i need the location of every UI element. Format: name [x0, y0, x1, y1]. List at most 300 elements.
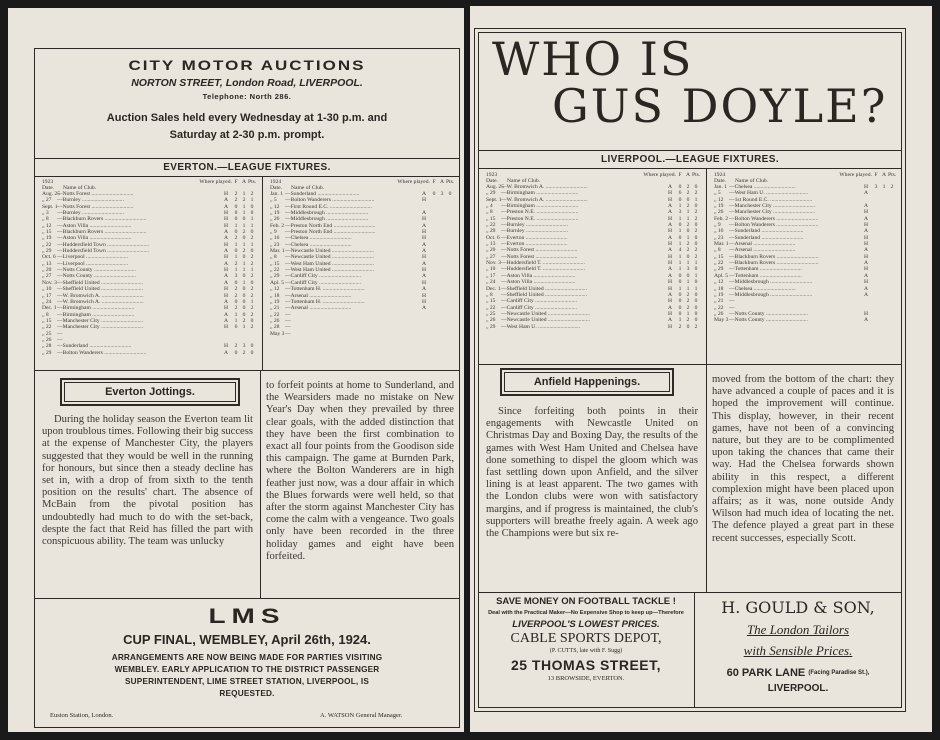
fixture-opponent: —: [285, 317, 291, 324]
fixture-against: 2: [686, 291, 690, 298]
fixture-venue: A: [864, 247, 869, 254]
fixture-opponent: —Huddersfield Town ..............................: [57, 248, 150, 255]
fixture-venue: H: [422, 254, 427, 261]
divider: [478, 364, 902, 365]
fixture-venue: A: [224, 273, 229, 280]
fixture-venue: A: [864, 228, 869, 235]
fixture-for: 3: [678, 209, 682, 216]
gould-line5: (Facing Paradise St.),: [808, 670, 870, 677]
fixture-against: 1: [686, 279, 690, 286]
fixture-date: „ 8: [486, 291, 493, 298]
fixture-date: „ 4: [486, 203, 493, 210]
fixture-date: „ 24: [42, 298, 52, 305]
fixture-points: 0: [250, 317, 254, 324]
fixture-venue: A: [224, 248, 229, 255]
fixture-row: [486, 324, 700, 330]
fixture-row: [270, 331, 454, 337]
jottings-paragraph: During the holiday season the Everton team lit upon troublous times. Following their big success at the expense of Manchester City, the players suggested that they would be well in the running for honours, but since then a steady decline has set in, with a drop of from sixth to the tenth position on the results' chart. The absence of McBain from the pivotal position has undoubtedly had much to do with the set-back, despte the fact that Reid has filled the part with conspicuous ability. The team was unlucky: [42, 414, 253, 548]
fixture-date: Nov. 3: [486, 260, 501, 267]
fixture-date: „ 22: [270, 311, 280, 318]
fixture-for: 0: [678, 310, 682, 317]
fixture-against: 1: [242, 222, 246, 229]
jottings-paragraph: to forfeit points at home to Sunderland, and the Wearsiders made no mistake on New Year's Day when they prevailed by three clear goals, with the added distinction that they have been the first combination to exact all four points from the Goodison side this campaign. The game at Burnden Park, where the Bolton Wanderers are in high feather just now, was a dour affair in which the Blues forwards were well held, so that after the storm against Manchester City has come the calm with a vengeance. Two goals only have been recorded in the three holiday games and eight have been forfeited.: [266, 380, 454, 562]
fixture-venue: H: [668, 323, 673, 330]
fixture-against: 2: [686, 241, 690, 248]
fixture-date: „ 5: [714, 190, 721, 197]
fixture-venue: H: [422, 229, 427, 236]
fixture-opponent: —Aston Villa ..............................: [57, 235, 132, 242]
fixture-for: 3: [874, 184, 878, 190]
fixture-for: 1: [678, 215, 682, 222]
fixture-opponent: —Preston N.E. ..............................: [501, 209, 579, 216]
fixture-venue: H: [864, 184, 869, 190]
fixture-points: 0: [448, 191, 452, 197]
fixture-against: 2: [686, 184, 690, 190]
club-header: Name of Club.: [735, 178, 769, 184]
fixture-opponent: —Aston Villa ..............................: [501, 279, 576, 286]
fixture-points: 2: [250, 273, 254, 280]
fixture-opponent: —: [285, 311, 291, 318]
fixture-against: 2: [686, 304, 690, 311]
fixture-for: 1: [678, 317, 682, 324]
fixture-date: „ 19: [714, 291, 724, 298]
fixture-points: 2: [250, 292, 254, 299]
fixture-date: „ 29: [714, 266, 724, 273]
fixture-venue: H: [422, 197, 427, 204]
fixture-for: 3: [234, 273, 238, 280]
fixture-opponent: —Birmingham ..............................: [57, 305, 135, 312]
fixture-opponent: —W. Bromwich A. ..............................: [57, 292, 144, 299]
fixture-opponent: —West Ham United ..............................: [285, 267, 374, 274]
fixture-venue: A: [864, 285, 869, 292]
fixture-venue: H: [224, 324, 229, 331]
fixture-against: 0: [686, 196, 690, 203]
fixture-date: „ 29: [42, 248, 52, 255]
lms-footer-left: Euston Station, London.: [50, 712, 114, 719]
fixture-against: 0: [242, 305, 246, 312]
fixture-against: 2: [686, 203, 690, 210]
fixture-date: May 3: [270, 330, 285, 337]
fixture-opponent: —Notts County ..............................: [729, 310, 808, 317]
fixture-points: 0: [250, 229, 254, 236]
fixture-points: 2: [694, 215, 698, 222]
fixture-opponent: —Blackburn Rovers ..............................: [57, 229, 147, 236]
fixture-points: 2: [694, 190, 698, 197]
fixture-date: Oct. 6: [42, 254, 56, 261]
fixture-for: 1: [678, 253, 682, 260]
fixture-opponent: —Arsenal ..............................: [285, 292, 352, 299]
fixture-venue: A: [668, 304, 673, 311]
fixture-date: „ 10: [42, 286, 52, 293]
fixture-points: 2: [250, 191, 254, 197]
fixture-points: 0: [694, 310, 698, 317]
fixture-date: „ 22: [42, 324, 52, 331]
divider: [34, 370, 460, 371]
fixture-venue: H: [864, 222, 869, 229]
where-header: Where played.: [397, 179, 430, 185]
fixture-for: [430, 331, 438, 337]
fixture-opponent: —Preston North End ..............................: [285, 222, 376, 229]
fixture-opponent: —W. Bromwich A. ..............................: [501, 184, 588, 190]
fixture-against: 1: [242, 203, 246, 210]
a-header: A: [685, 172, 691, 178]
fixture-venue: A: [224, 311, 229, 318]
fixture-date: „ 23: [270, 241, 280, 248]
fixture-date: „ 13: [486, 241, 496, 248]
fixture-date: May 3: [714, 317, 729, 324]
fixture-venue: H: [668, 253, 673, 260]
fixture-for: 1: [234, 317, 238, 324]
fixture-opponent: —Sheffield United ..............................: [501, 291, 587, 298]
fixture-opponent: —Newcastle United ..............................: [501, 310, 590, 317]
fixture-venue: A: [224, 203, 229, 210]
fixture-against: 1: [686, 209, 690, 216]
fixture-venue: H: [422, 279, 427, 286]
fixture-points: 2: [250, 324, 254, 331]
fixture-opponent: —Notts County ..............................: [57, 273, 136, 280]
fixture-venue: A: [864, 317, 869, 324]
fixture-against: 3: [440, 191, 444, 197]
fixture-points: 1: [694, 272, 698, 279]
fixture-venue: A: [422, 260, 427, 267]
anfield-happenings-col1: [486, 406, 698, 540]
fixture-against: 2: [242, 248, 246, 255]
everton-jottings-col2: [266, 380, 454, 563]
fixture-venue: H: [224, 267, 229, 274]
divider: [34, 158, 460, 159]
fixture-opponent: —Bolton Wanderers ..............................: [729, 222, 819, 229]
date-header: Date.: [42, 185, 54, 191]
fixture-points: 0: [694, 317, 698, 324]
fixtures-column-divider: [706, 168, 707, 364]
fixture-date: „ 10: [486, 266, 496, 273]
fixture-opponent: —Sheffield United ..............................: [57, 279, 143, 286]
fixture-venue: A: [668, 266, 673, 273]
fixture-opponent: —First Round E.C. ..............................: [285, 203, 372, 210]
fixture-opponent: —Liverpool ..............................: [57, 254, 129, 261]
fixture-for: 0: [234, 210, 238, 217]
fixture-for: 0: [678, 279, 682, 286]
fixture-date: „ 18: [270, 292, 280, 299]
auctions-company: CITY MOTOR AUCTIONS: [128, 58, 366, 74]
fixture-points: 2: [694, 247, 698, 254]
fixture-points: [446, 331, 454, 337]
left-page: [8, 8, 464, 732]
fixture-opponent: —West Ham U. ..............................: [729, 190, 809, 197]
fixture-venue: A: [864, 215, 869, 222]
fixture-date: „ 24: [486, 279, 496, 286]
fixture-date: „ 19: [270, 210, 280, 217]
fixture-venue: A: [224, 197, 229, 204]
fixture-opponent: —Chelsea ..............................: [285, 235, 352, 242]
lms-title: CUP FINAL, WEMBLEY, April 26th, 1924.: [123, 632, 371, 647]
fixture-venue: A: [668, 247, 673, 254]
fixture-opponent: —Burnley ..............................: [501, 228, 568, 235]
everton-fixtures-1923: [42, 179, 256, 356]
cable-line7: 13 BROWSIDE, EVERTON.: [547, 675, 625, 682]
fixture-date: „ 27: [42, 197, 52, 204]
fixture-date: „ 21: [270, 305, 280, 312]
fixture-venue: A: [422, 241, 427, 248]
fixture-points: 2: [694, 209, 698, 216]
fixture-opponent: —Notts Forest ..............................: [57, 203, 134, 210]
fixture-against: 1: [242, 324, 246, 331]
fixture-opponent: —Cardiff City ..............................: [501, 304, 578, 311]
fixture-date: „ 8: [270, 254, 277, 261]
fixture-venue: H: [422, 267, 427, 274]
fixture-opponent: —Notts Forest ..............................: [57, 191, 134, 197]
fixture-against: 2: [686, 247, 690, 254]
fixture-points: 0: [694, 234, 698, 241]
fixture-opponent: —Bolton Wanderers ..............................: [729, 215, 819, 222]
fixture-for: 1: [678, 266, 682, 273]
fixture-date: „ 19: [42, 235, 52, 242]
fixture-date: „ 16: [270, 235, 280, 242]
fixture-opponent: —Burnley ..............................: [501, 222, 568, 229]
fixture-for: 6: [678, 190, 682, 197]
fixture-opponent: —Birmingham ..............................: [501, 190, 579, 197]
year: 1924: [714, 172, 726, 178]
cable-line3: LIVERPOOL'S LOWEST PRICES.: [512, 619, 660, 630]
fixture-venue: A: [864, 203, 869, 210]
fixture-venue: A: [668, 222, 673, 229]
fixture-opponent: —Cardiff City ..............................: [285, 279, 362, 286]
fixture-points: 0: [250, 203, 254, 210]
fixture-date: Feb. 2: [270, 222, 284, 229]
fixture-date: „ 26: [486, 317, 496, 324]
fixture-against: 1: [686, 215, 690, 222]
fixture-opponent: —Middlesbrough ..............................: [729, 279, 813, 286]
fixture-opponent: —Cardiff City ..............................: [501, 298, 578, 305]
fixture-venue: A: [422, 248, 427, 255]
fixture-opponent: —: [57, 330, 63, 337]
fixture-date: Apl. 5: [270, 279, 284, 286]
fixture-opponent: —Chelsea ..............................: [729, 285, 796, 292]
fixture-for: 2: [234, 191, 238, 197]
fixture-date: Aug. 25: [42, 191, 61, 197]
fixture-date: Mar. 1: [714, 241, 729, 248]
lms-line4: REQUESTED.: [219, 689, 275, 698]
fixture-opponent: —Bolton Wanderers ..............................: [285, 197, 375, 204]
fixture-points: 0: [250, 279, 254, 286]
fixture-for: 1: [678, 203, 682, 210]
fixture-points: 0: [694, 184, 698, 190]
fixture-date: Nov. 3: [42, 279, 57, 286]
fixture-opponent: —Birmingham ..............................: [57, 311, 135, 318]
fixture-opponent: —Arsenal ..............................: [285, 305, 352, 312]
fixture-points: 1: [694, 260, 698, 267]
fixture-points: 0: [694, 304, 698, 311]
fixture-opponent: —: [729, 304, 735, 311]
fixture-against: 0: [242, 286, 246, 293]
liverpool-fixtures-1923: [486, 172, 700, 330]
fixture-opponent: —Blackburn Rovers ..............................: [729, 260, 819, 267]
fixture-venue: H: [224, 216, 229, 223]
fixture-date: Jan. 1: [714, 184, 728, 190]
gould-line3: with Sensible Prices.: [743, 643, 853, 658]
fixture-venue: A: [864, 291, 869, 298]
fixture-for: 0: [234, 203, 238, 210]
fixture-venue: H: [668, 279, 673, 286]
fixture-points: 2: [250, 311, 254, 318]
fixture-date: „ 8: [42, 216, 49, 223]
fixture-date: „ 28: [270, 324, 280, 331]
a-header: A: [439, 179, 445, 185]
fixture-against: 0: [242, 254, 246, 261]
fixture-for: 1: [678, 260, 682, 267]
fixture-venue: A: [224, 317, 229, 324]
fixture-against: 2: [242, 349, 246, 356]
cable-line4: CABLE SPORTS DEPOT,: [510, 631, 662, 646]
fixture-opponent: —1st Round E.C. ..............................: [729, 196, 813, 203]
fixture-points: 0: [250, 349, 254, 356]
fixture-opponent: —Liverpool ..............................: [57, 260, 129, 267]
fixture-date: Jan. 1: [270, 191, 284, 197]
fixture-venue: H: [668, 196, 673, 203]
fixture-venue: H: [864, 266, 869, 273]
fixture-opponent: —Tottenham ..............................: [729, 266, 802, 273]
fixture-date: „ 15: [42, 317, 52, 324]
fixture-opponent: —West Ham United ..............................: [285, 260, 374, 267]
fixture-for: 0: [678, 291, 682, 298]
fixture-date: „ 22: [486, 222, 496, 229]
gould-line2: The London Tailors: [746, 622, 850, 637]
fixture-opponent: —Middlesbrough ..............................: [285, 216, 369, 223]
fixture-against: 3: [686, 266, 690, 273]
pts-header: Pts.: [888, 172, 897, 178]
fixture-opponent: —Middlesbrough ..............................: [285, 210, 369, 217]
fixture-date: „ 12: [714, 196, 724, 203]
f-header: F: [874, 172, 878, 178]
fixture-opponent: —Newcastle United ..............................: [285, 248, 374, 255]
fixture-date: „ 16: [714, 228, 724, 235]
fixture-opponent: —Chelsea ..............................: [729, 184, 796, 190]
everton-jottings-heading-box: [60, 378, 240, 406]
fixture-points: 2: [250, 305, 254, 312]
fixture-venue: H: [224, 254, 229, 261]
fixture-date: „ 26: [42, 336, 52, 343]
fixture-venue: A: [224, 235, 229, 242]
where-header: Where played.: [199, 179, 232, 185]
fixture-for: 1: [678, 228, 682, 235]
fixture-against: 1: [686, 260, 690, 267]
fixture-points: 2: [694, 253, 698, 260]
fixture-opponent: —Huddersfield Town ..............................: [57, 241, 150, 248]
fixture-date: „ 22: [270, 267, 280, 274]
fixture-against: 0: [686, 323, 690, 330]
fixture-venue: A: [668, 291, 673, 298]
fixture-opponent: —Manchester City ..............................: [57, 324, 144, 331]
date-header: Date.: [486, 178, 498, 184]
fixture-date: „ 8: [42, 311, 49, 318]
fixture-against: [438, 331, 446, 337]
fixture-for: 0: [234, 279, 238, 286]
fixture-date: „ 26: [714, 209, 724, 216]
fixture-for: 0: [234, 298, 238, 305]
fixture-venue: A: [224, 298, 229, 305]
fixture-against: 2: [242, 317, 246, 324]
gould-line1: H. GOULD & SON,: [721, 598, 875, 617]
fixture-opponent: —Blackburn Rovers ..............................: [57, 216, 147, 223]
fixture-venue: A: [668, 317, 673, 324]
fixture-for: 4: [678, 247, 682, 254]
fixture-date: „ 9: [270, 229, 277, 236]
fixture-venue: A: [224, 260, 229, 267]
fixture-for: 1: [678, 241, 682, 248]
fixture-venue: H: [864, 234, 869, 241]
fixture-date: „ 25: [486, 310, 496, 317]
fixture-for: 0: [678, 298, 682, 305]
fixture-date: „ 29: [486, 190, 496, 197]
fixture-date: „ 8: [714, 247, 721, 254]
fixture-venue: H: [224, 286, 229, 293]
fixture-against: 1: [242, 191, 246, 197]
fixture-date: „ 15: [486, 215, 496, 222]
year: 1924: [270, 179, 282, 185]
fixture-venue: H: [224, 191, 229, 197]
fixture-points: 1: [250, 197, 254, 204]
fixture-for: 0: [678, 304, 682, 311]
fixture-venue: H: [864, 209, 869, 216]
fixture-opponent: —Sheffield United ..............................: [501, 285, 587, 292]
fixture-points: 1: [250, 267, 254, 274]
fixture-opponent: —Burnley ..............................: [57, 197, 124, 204]
column-divider: [706, 364, 707, 592]
fixture-venue: H: [864, 241, 869, 248]
fixture-points: 0: [694, 291, 698, 298]
fixture-against: 1: [242, 260, 246, 267]
fixture-for: 0: [678, 234, 682, 241]
f-header: F: [234, 179, 238, 185]
fixture-for: 2: [234, 197, 238, 204]
fixture-for: [872, 317, 880, 323]
fixture-venue: H: [224, 305, 229, 312]
everton-jottings-heading: Everton Jottings.: [64, 382, 236, 402]
fixture-opponent: —: [729, 298, 735, 305]
fixture-venue: A: [864, 260, 869, 267]
fixture-date: „ 17: [42, 292, 52, 299]
fixture-opponent: —Tottenham H. ..............................: [285, 286, 365, 293]
fixture-opponent: —Chelsea ..............................: [285, 241, 352, 248]
fixture-opponent: —Preston North End ..............................: [285, 229, 376, 236]
fixture-date: „ 26: [714, 310, 724, 317]
divider: [478, 150, 902, 151]
fixture-venue: A: [668, 272, 673, 279]
fixture-against: 1: [882, 184, 886, 190]
lms-ad: [34, 602, 460, 700]
fixture-date: „ 12: [714, 279, 724, 286]
fixture-date: „ 29: [270, 273, 280, 280]
fixture-date: „ 13: [42, 260, 52, 267]
fixture-date: „ 3: [42, 210, 49, 217]
fixture-date: „ 9: [714, 222, 721, 229]
fixture-date: „ 27: [42, 273, 52, 280]
fixture-points: 1: [250, 298, 254, 305]
fixture-opponent: —: [285, 330, 291, 337]
fixture-against: 0: [686, 253, 690, 260]
lms-line1: ARRANGEMENTS ARE NOW BEING MADE FOR PARTIES VISITING: [111, 653, 383, 662]
fixture-opponent: —Bolton Wanderers ..............................: [57, 349, 147, 356]
fixture-venue: H: [668, 310, 673, 317]
fixture-venue: H: [668, 190, 673, 197]
right-page: [470, 6, 932, 732]
auctions-sales-line2: Saturday at 2-30 p.m. prompt.: [169, 129, 325, 141]
fixture-date: „ 22: [42, 241, 52, 248]
fixture-opponent: —Cardiff City ..............................: [285, 273, 362, 280]
fixture-for: 2: [234, 343, 238, 350]
fixture-opponent: —Birmingham ..............................: [501, 203, 579, 210]
fixture-points: 2: [250, 286, 254, 293]
